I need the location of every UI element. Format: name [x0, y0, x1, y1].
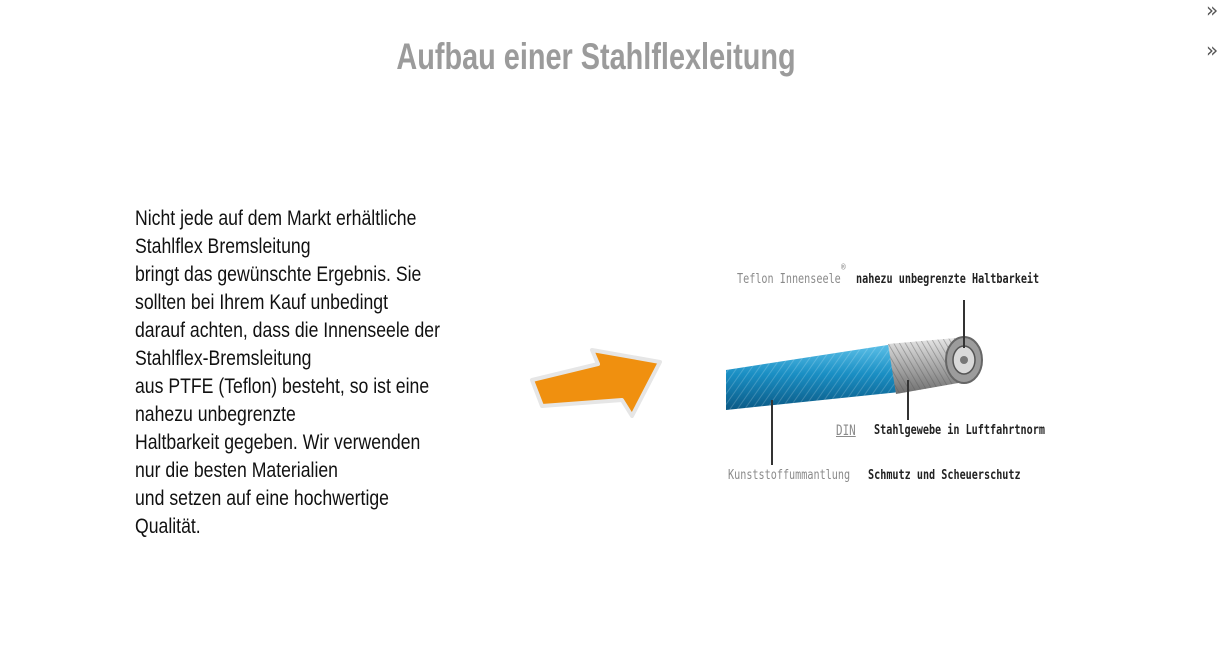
page-title: Aufbau einer Stahlflexleitung — [396, 36, 796, 77]
intro-line: Nicht jede auf dem Markt erhältliche — [135, 207, 417, 230]
intro-line: Qualität. — [135, 515, 201, 538]
inner-core-label: Teflon Innenseele — [737, 272, 841, 287]
arrow-right-icon — [528, 326, 668, 418]
inner-core-desc: nahezu unbegrenzte Haltbarkeit — [856, 272, 1040, 287]
intro-line: Stahlflex Bremsleitung — [135, 235, 311, 258]
din-badge: DIN — [836, 423, 856, 439]
intro-line: darauf achten, dass die Innenseele der — [135, 319, 440, 342]
intro-line: aus PTFE (Teflon) besteht, so ist eine — [135, 375, 430, 398]
intro-line: nur die besten Materialien — [135, 459, 338, 482]
intro-line: nahezu unbegrenzte — [135, 403, 296, 426]
intro-line: Stahlflex-Bremsleitung — [135, 347, 312, 370]
intro-line: bringt das gewünschte Ergebnis. Sie — [135, 263, 422, 286]
intro-text — [135, 205, 471, 541]
hose-diagram — [724, 260, 1064, 490]
intro-line: sollten bei Ihrem Kauf unbedingt — [135, 291, 389, 314]
braid-desc: Stahlgewebe in Luftfahrtnorm — [874, 423, 1045, 438]
registered-mark: ® — [841, 262, 846, 273]
double-chevron-right-icon[interactable]: » — [1206, 38, 1219, 62]
double-chevron-right-icon[interactable]: » — [1206, 0, 1219, 22]
jacket-desc: Schmutz und Scheuerschutz — [868, 468, 1021, 483]
jacket-label: Kunststoffummantlung — [728, 468, 851, 483]
hose-illustration — [724, 260, 1064, 490]
intro-line: Haltbarkeit gegeben. Wir verwenden — [135, 431, 421, 454]
intro-line: und setzen auf eine hochwertige — [135, 487, 390, 510]
